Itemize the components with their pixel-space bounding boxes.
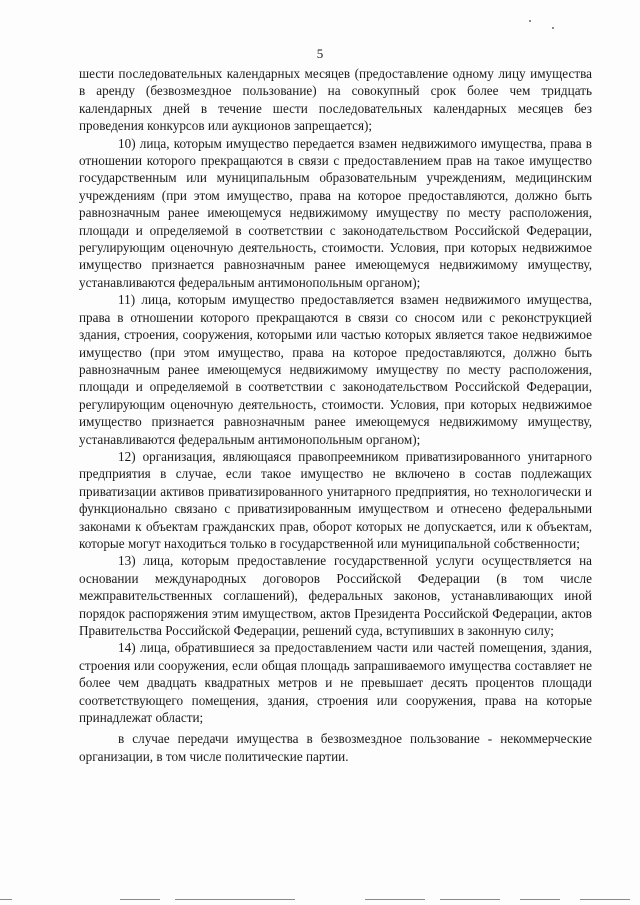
scan-line — [0, 899, 12, 900]
scan-bottom-artifacts — [0, 896, 640, 905]
paragraph-closing: в случае передачи имущества в безвозмездное пользование - некоммерческие организации, в том числе политические партии. — [79, 731, 592, 764]
scan-line — [365, 899, 425, 900]
scan-line — [580, 899, 630, 900]
page-number: 5 — [316, 46, 324, 61]
paragraph-item-10: 10) лица, которым имущество передается взамен недвижимого имущества, права в отношении которого прекращаются в связи с предоставлением прав на такое имущество государственным или муниципальным образовательным учреждениям, медицинским учреждениям (при этом имущество, права на которое предоставляются, должно быть равнозначным ранее имеющемуся недвижимому имуществу по месту расположения, площади и определяемой в соответствии с законодательством Российской Федерации, регулирующим оценочную деятельность, стоимости. Условия, при которых недвижимое имущество признается равнозначным ранее имеющемуся недвижимому имуществу, устанавливаются федеральным антимонопольным органом); — [79, 135, 592, 290]
paragraph-continuation: шести последовательных календарных месяцев (предоставление одному лицу имущества в аренду (безвозмездное пользование) на совокупный срок более чем тридцать календарных дней в течение шести последовательных календарных месяцев без проведения конкурсов или аукционов запрещается); — [79, 66, 592, 134]
scan-speck — [552, 27, 554, 29]
paragraph-item-12: 12) организация, являющаяся правопреемником приватизированного унитарного предприятия в случае, если такое имущество не включено в состав подлежащих приватизации активов приватизированного унитарного предприятия, но технологически и функционально связано с приватизированным имуществом и отнесено федеральными законами к объектам гражданских прав, оборот которых не допускается, или к объектам, которые могут находиться только в государственной или муниципальной собственности; — [79, 448, 592, 551]
scan-line — [120, 899, 160, 900]
paragraph-item-13: 13) лица, которым предоставление государственной услуги осуществляется на основании международных договоров Российской Федерации (в том числе межправительственных соглашений), федеральных законов, устанавливающих иной порядок распоряжения этим имуществом, актов Президента Российской Федерации, актов Правительства Российской Федерации, решений суда, вступивших в законную силу; — [79, 553, 592, 638]
scan-speck — [529, 20, 531, 22]
paragraph-item-14: 14) лица, обратившиеся за предоставлением части или частей помещения, здания, строения или сооружения, если общая площадь запрашиваемого имущества составляет не более чем двадцать квадратных метров и не превышает десять процентов площади соответствующего помещения, здания, строения или сооружения, права на которые принадлежат области; — [79, 640, 592, 726]
scan-line — [440, 899, 500, 900]
paragraph-item-11: 11) лица, которым имущество предоставляется взамен недвижимого имущества, права в отношении которого прекращаются в связи со сносом или с реконструкцией здания, строения, сооружения, которыми или частью которых является такое недвижимое имущество (при этом имущество, права на которое предоставляются, должно быть равнозначным ранее имеющемуся недвижимому имуществу по месту расположения, площади и определяемой в соответствии с законодательством Российской Федерации, регулирующим оценочную деятельность, стоимости. Условия, при которых недвижимое имущество признается равнозначным ранее имеющемуся недвижимому имуществу, устанавливаются федеральным антимонопольным органом); — [79, 292, 592, 447]
scan-line — [175, 899, 295, 900]
document-body — [79, 65, 592, 765]
scan-line — [520, 899, 560, 900]
